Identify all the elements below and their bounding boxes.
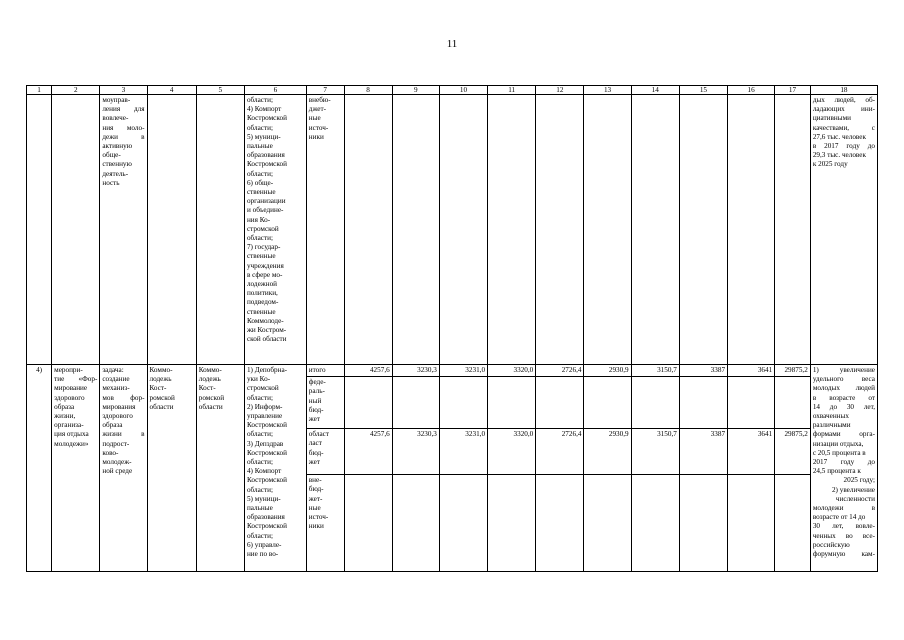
cell-empty xyxy=(631,475,679,572)
cell-task: задача: создание механиз- мов фор- мирования здорового образа жизни в подрост- ково- молодеж- ной среде xyxy=(100,365,147,572)
cell-result-continued: дых людей, об- ладающих ини- циативными качествами, с 27,6 тыс. человек в 2017 году до 29,3 тыс. человек к 2025 году xyxy=(810,95,877,365)
cell-empty xyxy=(52,95,100,365)
cell-empty xyxy=(344,95,392,365)
cell-empty xyxy=(392,377,439,429)
cell-source-federal: феде- раль- ный бюд- жет xyxy=(306,377,344,429)
cell-empty xyxy=(488,475,536,572)
program-table xyxy=(26,85,878,572)
cell-value: 2930,9 xyxy=(584,429,631,475)
col-number: 3 xyxy=(100,86,147,95)
cell-value: 3150,7 xyxy=(631,365,679,377)
col-number: 9 xyxy=(392,86,439,95)
cell-empty xyxy=(196,95,244,365)
cell-empty xyxy=(775,95,811,365)
cell-empty xyxy=(392,95,439,365)
cell-empty xyxy=(536,95,584,365)
table-row-continuation xyxy=(27,95,878,365)
col-number: 17 xyxy=(775,86,811,95)
cell-empty xyxy=(584,377,631,429)
cell-empty xyxy=(679,95,727,365)
cell-value: 2726,4 xyxy=(536,365,584,377)
col-number: 2 xyxy=(52,86,100,95)
col-number: 12 xyxy=(536,86,584,95)
cell-value: 3641 xyxy=(728,429,775,475)
col-number: 18 xyxy=(810,86,877,95)
col-number: 5 xyxy=(196,86,244,95)
col-number: 16 xyxy=(728,86,775,95)
cell-empty xyxy=(728,377,775,429)
cell-value: 3387 xyxy=(679,365,727,377)
cell-source-extrabudget: вне- бюд- жет- ные источ- ники xyxy=(306,475,344,572)
cell-value: 2726,4 xyxy=(536,429,584,475)
col-number: 15 xyxy=(679,86,727,95)
cell-empty xyxy=(631,95,679,365)
cell-empty xyxy=(728,475,775,572)
cell-value: 3320,0 xyxy=(488,429,536,475)
cell-result: 1) увеличение удельного веса молодых людей в возрасте от 14 до 30 лет, охваченных различными формами орга- низации отдыха, с 20,5 процента в 2017 году до 24,5 процента к 2025 году; 2) увеличение численности молодежи в возрасте от 14 до 30 лет, вовле- ченных во все- российскую форумную кам- xyxy=(810,365,877,572)
cell-item-number: 4) xyxy=(27,365,52,572)
cell-empty xyxy=(584,95,631,365)
cell-value: 29875,2 xyxy=(775,365,811,377)
col-number: 14 xyxy=(631,86,679,95)
cell-value: 3231,0 xyxy=(439,365,487,377)
cell-empty xyxy=(392,475,439,572)
cell-empty xyxy=(775,475,811,572)
cell-value: 3641 xyxy=(728,365,775,377)
cell-value: 3230,3 xyxy=(392,429,439,475)
cell-value: 3387 xyxy=(679,429,727,475)
cell-empty xyxy=(679,377,727,429)
cell-value: 4257,6 xyxy=(344,365,392,377)
cell-empty xyxy=(536,475,584,572)
cell-empty xyxy=(439,377,487,429)
col-number: 1 xyxy=(27,86,52,95)
cell-empty xyxy=(631,377,679,429)
cell-empty xyxy=(439,95,487,365)
cell-value: 3320,0 xyxy=(488,365,536,377)
cell-empty xyxy=(488,377,536,429)
cell-empty xyxy=(728,95,775,365)
cell-empty xyxy=(584,475,631,572)
cell-empty xyxy=(679,475,727,572)
cell-empty xyxy=(147,95,196,365)
col-number: 7 xyxy=(306,86,344,95)
col-number: 4 xyxy=(147,86,196,95)
cell-source-regional: област ласт бюд- жет xyxy=(306,429,344,475)
cell-value: 4257,6 xyxy=(344,429,392,475)
cell-responsible: Коммо- лодежь Кост- ромской области xyxy=(147,365,196,572)
cell-empty xyxy=(488,95,536,365)
cell-empty xyxy=(344,475,392,572)
cell-empty xyxy=(536,377,584,429)
page-number: 11 xyxy=(446,38,458,50)
cell-customer: Коммо- лодежь Кост- ромской области xyxy=(196,365,244,572)
col-number: 10 xyxy=(439,86,487,95)
col-number: 13 xyxy=(584,86,631,95)
cell-coexecutors-continued: области; 4) Компорт Костромской области; 5) муници- пальные образования Костромской области; 6) обще- ственные организации и объедине- ния Ко- стромской области; 7) государ- ственные учреждения в сфере мо- лодежной политики, подведом- ственные Коммолоде- жи Костром- ской области xyxy=(244,95,306,365)
cell-task-continued: моуправ- ления для вовлече- ния моло- дежи в активную обще- ственную деятель- ность xyxy=(100,95,147,365)
column-number-row xyxy=(27,86,878,95)
cell-funding-source: внебю- джет- ные источ- ники xyxy=(306,95,344,365)
cell-measure: меропри- тие «Фор- мирование здорового образа жизни, организа- ция отдыха молодежи» xyxy=(52,365,100,572)
cell-value: 2930,9 xyxy=(584,365,631,377)
cell-empty xyxy=(344,377,392,429)
col-number: 11 xyxy=(488,86,536,95)
cell-empty xyxy=(439,475,487,572)
table-row-item-4-total xyxy=(27,365,878,377)
cell-value: 29875,2 xyxy=(775,429,811,475)
col-number: 8 xyxy=(344,86,392,95)
cell-empty xyxy=(775,377,811,429)
cell-value: 3150,7 xyxy=(631,429,679,475)
col-number: 6 xyxy=(244,86,306,95)
cell-source-total: итого xyxy=(306,365,344,377)
cell-empty xyxy=(27,95,52,365)
cell-value: 3231,0 xyxy=(439,429,487,475)
cell-coexecutors: 1) Депобрна- уки Ко- стромской области; 2) Информ- управление Костромской области; 3) Депздрав Костромской области; 4) Компорт Костромской области; 5) муници- пальные образования Костромской области; 6) управле- ние по во- xyxy=(244,365,306,572)
cell-value: 3230,3 xyxy=(392,365,439,377)
